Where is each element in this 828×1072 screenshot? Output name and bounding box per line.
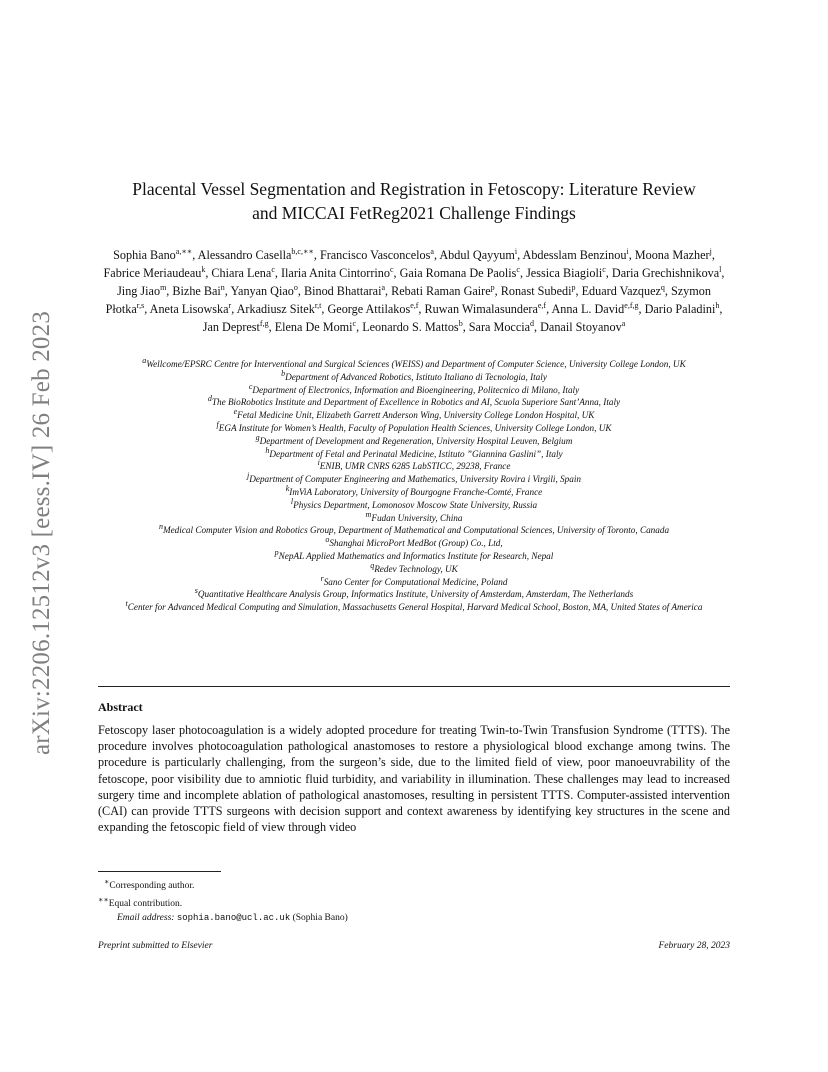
author (304, 284, 385, 298)
affiliation-item (98, 419, 730, 435)
footer-preprint-note: Preprint submitted to Elsevier (98, 941, 213, 951)
author-name: Francisco Vasconcelos (319, 248, 431, 262)
author-name: Gaia Romana De Paolis (399, 266, 517, 280)
author-affiliation-mark: i (626, 246, 629, 256)
affiliation-key: s (194, 586, 198, 596)
author-name: Leonardo S. Mattos (362, 320, 459, 334)
affiliation-text: Department of Fetal and Perinatal Medicine, Istituto ”Giannina Gaslini”, Italy (269, 448, 563, 459)
author-name: Jan Deprest (202, 320, 260, 334)
author-list: Sophia Bano$^{a,∗∗}$, Alessandro Casella$^{b,c,∗∗}$, Francisco Vasconcelos$^a$, Abdul Qayyum$^i$, Abdesslam Benzinou$^i$, Moona Mazher$^j$, Fabrice Meriaudeau$^k$, Chiara Lena$^c$, Ilaria Anita Cintorrino$^c$, Gaia Romana De Paolis$^c$, Jessica Biagioli$^c$, Daria Grechishnikova$^l$, Jing Jiao$^m$, Bizhe Bai$^n$, Yanyan Qiao$^o$, Binod Bhattarai$^a$, Rebati Raman Gaire$^p$, Ronast Subedi$^p$, Eduard Vazquez$^q$, Szymon Płotka$^{r,s}$, Aneta Lisowska$^r$, Arkadiusz Sitek$^{r,t}$, George Attilakos$^{e,f}$, Ruwan Wimalasundera$^{e,f}$, Anna L. David$^{e,f,g}$, Dario Paladini$^h$, Jan Deprest$^{f,g}$, Elena De Momi$^c$, Leonardo S. Mattos$^b$, Sara Moccia$^d$, Danail Stoyanov$^a$ (103, 246, 725, 334)
author (469, 320, 534, 334)
author-affiliation-mark: c (271, 264, 275, 274)
author-name: Sara Moccia (468, 320, 531, 334)
author-affiliation-mark: c (389, 264, 394, 274)
author-affiliation-mark: a (621, 318, 626, 328)
affiliation-item (98, 473, 730, 486)
author (523, 248, 629, 262)
paper-title (98, 177, 730, 225)
author (113, 248, 192, 262)
affiliation-key: e (233, 407, 238, 417)
author-affiliation-mark: j (709, 246, 712, 256)
section-divider (98, 686, 730, 687)
author-name: Binod Bhattarai (303, 284, 382, 298)
affiliation-item (98, 524, 730, 537)
abstract-heading: Abstract (98, 700, 143, 714)
author (552, 302, 639, 316)
author-affiliation-mark: r,t (314, 300, 322, 310)
author (117, 284, 166, 298)
author (237, 302, 322, 316)
affiliation-text: Department of Development and Regeneration, University Hospital Leuven, Belgium (259, 435, 573, 446)
author-affiliation-mark: r,s (136, 300, 145, 310)
title-line-2: and MICCAI FetReg2021 Challenge Findings (252, 203, 576, 223)
author-affiliation-mark: b,c,∗∗ (291, 246, 314, 256)
author (211, 266, 274, 280)
author (391, 284, 495, 298)
author-affiliation-mark: c (352, 318, 357, 328)
affiliation-text: The BioRobotics Institute and Department of Excellence in Robotics and AI, Scuola Superiore Sant’Anna, Italy (211, 397, 621, 408)
affiliation-item (98, 509, 730, 525)
author (362, 320, 462, 334)
footnote-mark: ∗ (104, 877, 110, 886)
author-name: Chiara Lena (211, 266, 272, 280)
affiliation-key: i (317, 458, 320, 468)
author-name: Dario Paladini (644, 302, 716, 316)
affiliation-text: ImViA Laboratory, University of Bourgogne Franche-Comté, France (289, 486, 543, 497)
affiliation-item (98, 496, 730, 512)
footnotes (98, 875, 348, 925)
author-name: Ilaria Anita Cintorrino (280, 266, 390, 280)
affiliation-item (98, 573, 730, 589)
affiliation-item (98, 537, 730, 550)
author-name: Ruwan Wimalasundera (424, 302, 538, 316)
footnote-equal (98, 893, 348, 911)
affiliation-text: Department of Advanced Robotics, Istituto Italiano di Tecnologia, Italy (285, 371, 547, 382)
affiliation-item (98, 560, 730, 576)
author (327, 302, 418, 316)
author-name: Daria Grechishnikova (611, 266, 720, 280)
affiliation-text: Fudan University, China (371, 512, 463, 523)
author (198, 248, 314, 262)
affiliation-text: EGA Institute for Women’s Health, Faculty of Population Health Sciences, University College London, UK (218, 422, 612, 433)
title-line-1: Placental Vessel Segmentation and Registration in Fetoscopy: Literature Review (132, 179, 696, 199)
footnote-corresponding (98, 875, 348, 893)
affiliation-item (98, 547, 730, 563)
affiliation-text: Redev Technology, UK (374, 563, 458, 574)
affiliation-key: t (125, 599, 128, 609)
author-affiliation-mark: o (293, 282, 298, 292)
affiliation-text: ENIB, UMR CNRS 6285 LabSTICC, 29238, France (319, 461, 511, 472)
author-affiliation-mark: p (571, 282, 576, 292)
affiliation-item (98, 588, 730, 601)
footnote-corresponding-text: Corresponding author. (109, 881, 195, 892)
author-affiliation-mark: e,f,g (624, 300, 639, 310)
author-name: Ronast Subedi (500, 284, 572, 298)
author-name: Arkadiusz Sitek (236, 302, 315, 316)
author (150, 302, 232, 316)
affiliation-item (98, 445, 730, 461)
author-affiliation-mark: a (430, 246, 434, 256)
affiliation-key: k (285, 483, 290, 493)
affiliation-text: Sano Center for Computational Medicine, Poland (323, 576, 508, 587)
author-affiliation-mark: a (381, 282, 386, 292)
author (172, 284, 224, 298)
affiliation-text: Department of Computer Engineering and Mathematics, University Rovira i Virgili, Spain (249, 474, 581, 485)
author (320, 248, 434, 262)
affiliation-item (98, 381, 730, 397)
affiliation-key: q (370, 560, 375, 570)
author (203, 320, 269, 334)
author (612, 266, 722, 280)
author-name: Jessica Biagioli (526, 266, 603, 280)
author-affiliation-mark: a,∗∗ (175, 246, 193, 256)
author-affiliation-mark: n (220, 282, 225, 292)
author-affiliation-mark: f,g (259, 318, 269, 328)
author-affiliation-mark: e,f (410, 300, 419, 310)
author-affiliation-mark: p (490, 282, 495, 292)
affiliation-key: d (207, 394, 212, 404)
affiliation-item (98, 409, 730, 422)
affiliation-list (98, 355, 730, 614)
affiliation-key: r (320, 573, 324, 583)
author-affiliation-mark: c (602, 264, 606, 274)
author-name: Szymon Płotka (105, 284, 711, 316)
author-affiliation-mark: r (228, 300, 232, 310)
author (501, 284, 576, 298)
author-affiliation-mark: q (660, 282, 665, 292)
author-name: Abdesslam Benzinou (522, 248, 627, 262)
affiliation-key: g (255, 432, 260, 442)
affiliation-item (98, 368, 730, 384)
author-name: George Attilakos (327, 302, 411, 316)
abstract-text: Fetoscopy laser photocoagulation is a widely adopted procedure for treating Twin-to-Twin Transfusion Syndrome (TTTS). The procedure involves photocoagulation pathological anastomoses to restore a physiological blood exchange among twins. The procedure is particularly challenging, from the surgeon’s side, due to the limited field of view, poor manoeuvrability of the fetoscope, poor visibility due to amniotic fluid turbidity, and variability in illumination. These challenges may lead to increased surgery time and incomplete ablation of pathological anastomoses, resulting in persistent TTTS. Computer-assisted intervention (CAI) can provide TTTS surgeons with decision support and context awareness by identifying key structures in the scene and expanding the fetoscopic field of view through video (98, 723, 730, 835)
author (582, 284, 665, 298)
author (275, 320, 356, 334)
affiliation-key: m (365, 509, 372, 519)
footnote-mark: ∗∗ (98, 895, 109, 905)
author-name: Fabrice Meriaudeau (103, 266, 202, 280)
author-affiliation-mark: k (201, 264, 206, 274)
author-affiliation-mark: h (715, 300, 720, 310)
affiliation-text: Wellcome/EPSRC Centre for Interventional and Surgical Sciences (WEISS) and Department of Computer Science, University College London, UK (146, 359, 686, 369)
footnote-email (98, 912, 348, 925)
author-name: Abdul Qayyum (439, 248, 515, 262)
author (635, 248, 712, 262)
author-affiliation-mark: m (160, 282, 167, 292)
footnote-divider (98, 871, 221, 872)
author (526, 266, 606, 280)
author-name: Aneta Lisowska (149, 302, 229, 316)
email-owner: (Sophia Bano) (292, 912, 348, 923)
author-name: Sophia Bano (113, 248, 176, 262)
email-label: Email address: (117, 912, 175, 923)
affiliation-key: o (325, 535, 330, 545)
author (425, 302, 547, 316)
author (230, 284, 297, 298)
affiliation-text: NepAL Applied Mathematics and Informatics Institute for Research, Nepal (278, 550, 554, 561)
affiliation-key: j (247, 471, 250, 481)
author (400, 266, 520, 280)
author-name: Alessandro Casella (197, 248, 292, 262)
affiliation-item (98, 460, 730, 473)
author-name: Bizhe Bai (172, 284, 221, 298)
affiliation-key: f (216, 419, 219, 429)
affiliation-key: h (265, 445, 270, 455)
affiliation-item (98, 355, 730, 371)
author-name: Elena De Momi (274, 320, 353, 334)
author-name: Rebati Raman Gaire (391, 284, 491, 298)
affiliation-key: l (290, 496, 294, 506)
footnote-equal-text: Equal contribution. (108, 899, 183, 910)
affiliation-text: Physics Department, Lomonosov Moscow State University, Russia (293, 499, 538, 510)
author (104, 266, 206, 280)
affiliation-text: Department of Electronics, Information and Bioengineering, Politecnico di Milano, Italy (252, 384, 580, 395)
affiliation-item (98, 432, 730, 448)
author (540, 320, 625, 334)
arxiv-stamp-text: arXiv:2206.12512v3 [eess.IV] 26 Feb 2023 (28, 310, 55, 755)
affiliation-item (98, 483, 730, 499)
affiliation-text: Center for Advanced Medical Computing and Simulation, Massachusetts General Hospital, Harvard Medical School, Boston, MA, United States of America (127, 602, 703, 613)
author-affiliation-mark: d (530, 318, 535, 328)
arxiv-stamp (22, 285, 62, 780)
author (439, 248, 517, 262)
author (645, 302, 720, 316)
footer-date: February 28, 2023 (658, 941, 730, 951)
author-name: Danail Stoyanov (540, 320, 622, 334)
author (281, 266, 394, 280)
affiliation-text: Quantitative Healthcare Analysis Group, Informatics Institute, University of Amsterdam, Amsterdam, The Netherlands (197, 589, 634, 600)
affiliation-key: a (142, 355, 147, 365)
author-name: Eduard Vazquez (581, 284, 661, 298)
author-affiliation-mark: c (516, 264, 520, 274)
affiliation-key: b (281, 368, 286, 378)
affiliation-key: c (248, 381, 253, 391)
affiliation-item (98, 396, 730, 409)
affiliation-text: Medical Computer Vision and Robotics Group, Department of Mathematical and Computational Sciences, University of Toronto, Canada (162, 525, 670, 536)
author-name: Anna L. David (551, 302, 625, 316)
author-name: Yanyan Qiao (230, 284, 294, 298)
author-name: Moona Mazher (634, 248, 710, 262)
author-affiliation-mark: l (719, 264, 722, 274)
affiliation-key: n (158, 522, 163, 532)
email-address[interactable]: sophia.bano@ucl.ac.uk (176, 912, 291, 923)
affiliation-item (98, 601, 730, 614)
author-affiliation-mark: e,f (537, 300, 547, 310)
author-affiliation-mark: i (514, 246, 518, 256)
affiliation-text: Shanghai MicroPort MedBot (Group) Co., Ltd, (329, 538, 503, 549)
author-name: Jing Jiao (117, 284, 161, 298)
affiliation-key: p (274, 547, 279, 557)
affiliation-text: Fetal Medicine Unit, Elizabeth Garrett Anderson Wing, University College London Hospital, UK (237, 410, 595, 421)
author-affiliation-mark: b (458, 318, 463, 328)
